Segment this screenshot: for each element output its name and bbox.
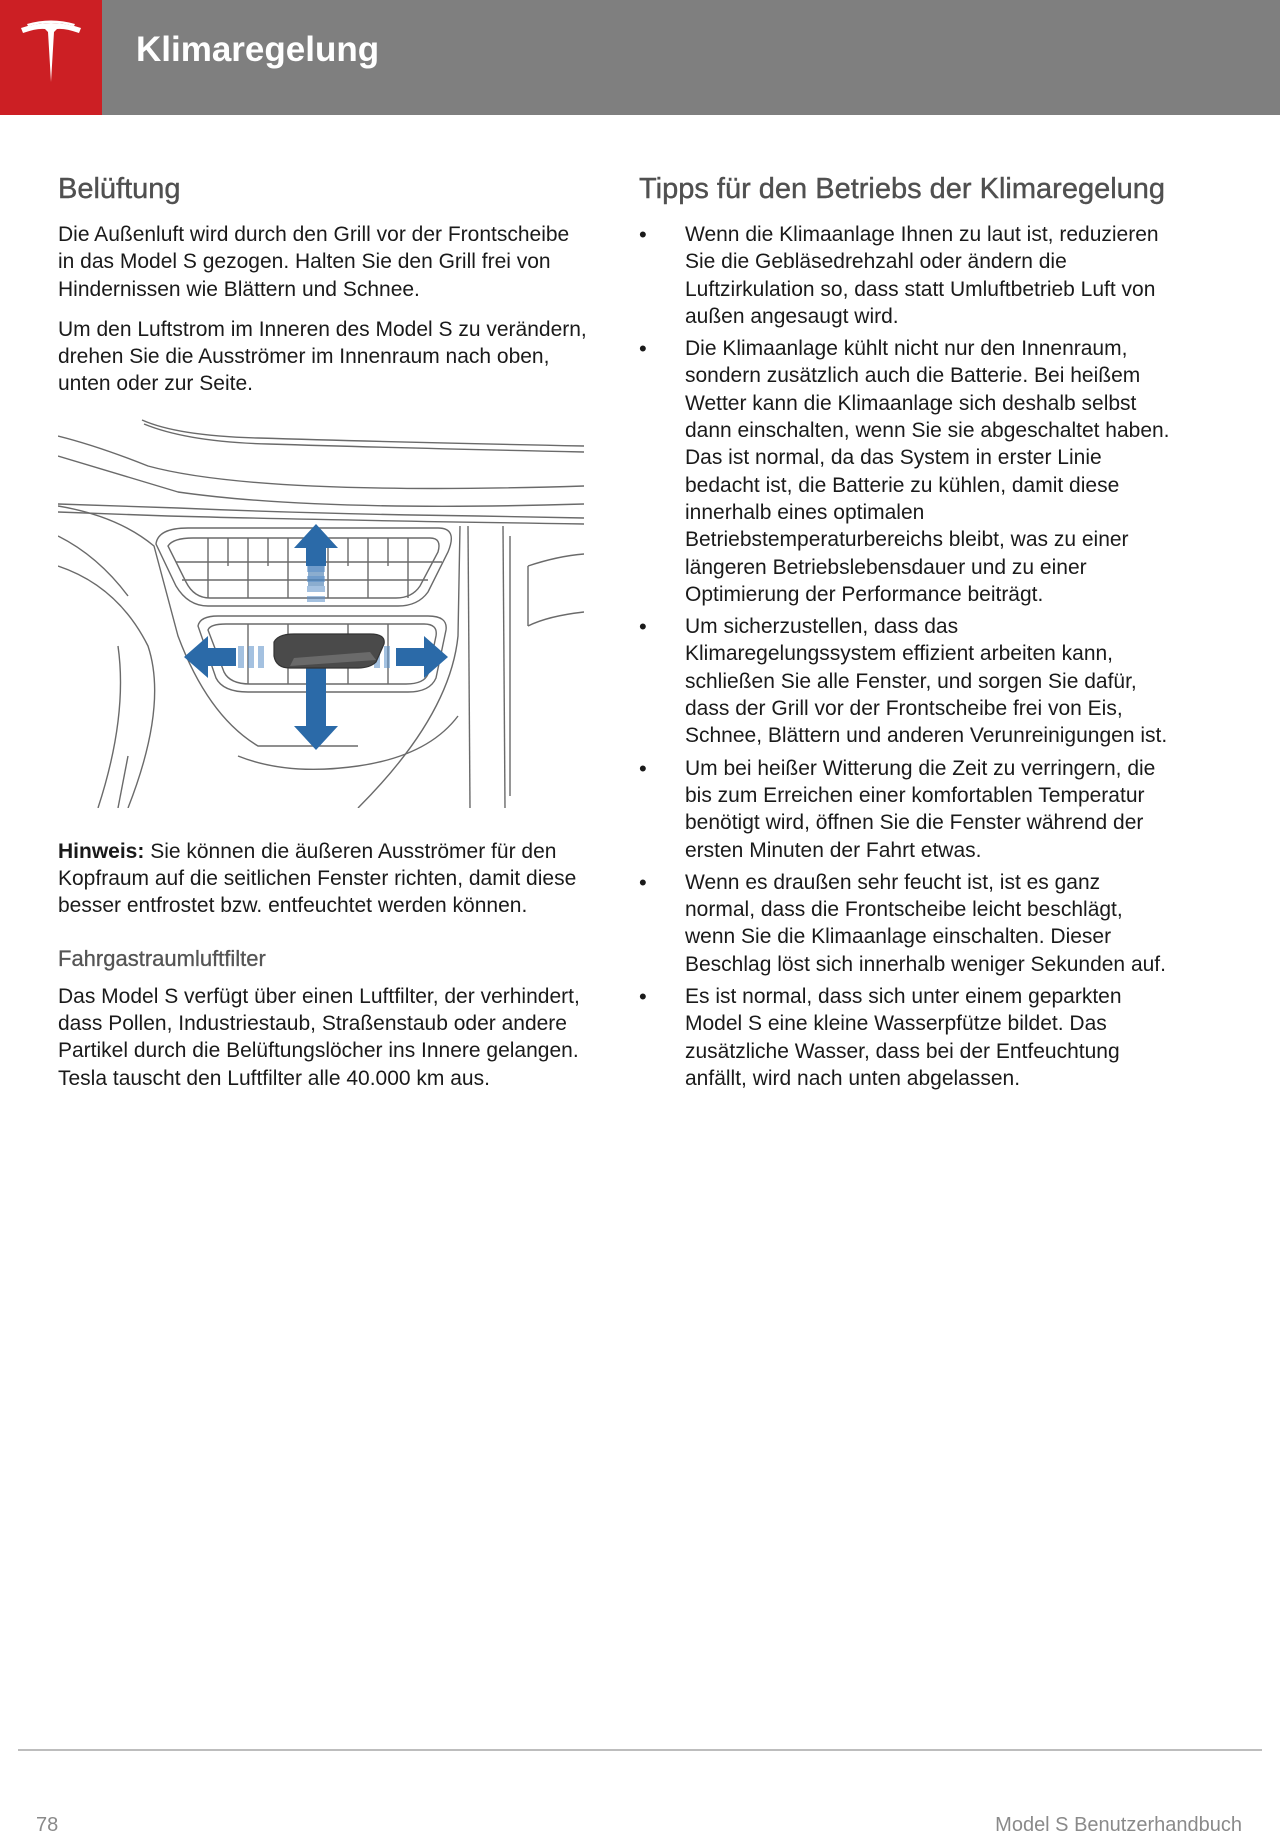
left-column <box>58 172 588 1105</box>
paragraph-air-filter: Das Model S verfügt über einen Luftfilter, der verhindert, dass Pollen, Industriestaub, Straßenstaub oder andere Partikel durch die Belüftungslöcher ins Innere gelangen. Tesla tauscht den Luftfilter alle 40.000 km aus. <box>58 984 580 1090</box>
section-heading-tips: Tipps für den Betriebs der Klimaregelung <box>639 173 1166 205</box>
section-heading-belueftung: Belüftung <box>58 173 181 205</box>
subheading-cabin-air-filter: Fahrgastraumluftfilter <box>58 945 266 971</box>
list-item: • Wenn es draußen sehr feucht ist, ist es ganz normal, dass die Frontscheibe leicht beschlägt, wenn Sie die Klimaanlage einschalten. Dieser Beschlag löst sich innerhalb weniger Sekunden auf. <box>639 869 1174 978</box>
list-item: • Die Klimaanlage kühlt nicht nur den Innenraum, sondern zusätzlich auch die Batterie. Bei heißem Wetter kann die Klimaanlage sich deshalb selbst dann einschalten, wenn Sie sie abgeschaltet haben. Das ist normal, da das System in erster Linie bedacht ist, die Batterie zu kühlen, damit diese innerhalb eines optimalen Betriebstemperaturbereichs bleibt, was zu einer längeren Betriebslebensdauer und zu einer Optimierung der Performance beiträgt. <box>639 335 1174 608</box>
page-title: Klimaregelung <box>136 30 380 69</box>
footer-divider <box>18 1749 1262 1751</box>
note-text: Sie können die äußeren Ausströmer für den Kopfraum auf die seitlichen Fenster richten, damit diese besser entfrostet bzw. entfeuchtet werden können. <box>58 839 577 918</box>
right-column <box>639 172 1174 1097</box>
list-item: • Um sicherzustellen, dass das Klimaregelungssystem effizient arbeiten kann, schließen Sie alle Fenster, und sorgen Sie dafür, dass der Grill vor der Frontscheibe frei von Eis, Schnee, Blättern und anderen Verunreinigungen ist. <box>639 613 1174 749</box>
list-item: • Es ist normal, dass sich unter einem geparkten Model S eine kleine Wasserpfütze bildet. Das zusätzliche Wasser, dass bei der Entfeuchtung anfällt, wird nach unten abgelassen. <box>639 983 1174 1092</box>
manual-title: Model S Benutzerhandbuch <box>995 1814 1242 1836</box>
air-vent-figure <box>58 416 584 808</box>
paragraph-outside-air: Die Außenluft wird durch den Grill vor der Frontscheibe in das Model S gezogen. Halten Sie den Grill frei von Hindernissen wie Blättern und Schnee. <box>58 223 570 301</box>
tips-list <box>639 221 1174 1092</box>
air-vent-illustration-icon <box>58 416 584 808</box>
list-item: • Um bei heißer Witterung die Zeit zu verringern, die bis zum Erreichen einer komfortablen Temperatur benötigt wird, öffnen Sie die Fenster während der ersten Minuten der Fahrt etwas. <box>639 755 1174 864</box>
paragraph-airflow: Um den Luftstrom im Inneren des Model S zu verändern, drehen Sie die Ausströmer im Innenraum nach oben, unten oder zur Seite. <box>58 317 587 396</box>
note-paragraph <box>58 838 588 920</box>
tesla-logo <box>0 0 102 115</box>
list-item: • Wenn die Klimaanlage Ihnen zu laut ist, reduzieren Sie die Gebläsedrehzahl oder ändern die Luftzirkulation so, dass statt Umluftbetrieb Luft von außen angesaugt wird. <box>639 221 1174 330</box>
tesla-t-logo-icon <box>17 20 85 86</box>
note-label: Hinweis: <box>58 839 145 863</box>
page-number: 78 <box>36 1814 59 1836</box>
